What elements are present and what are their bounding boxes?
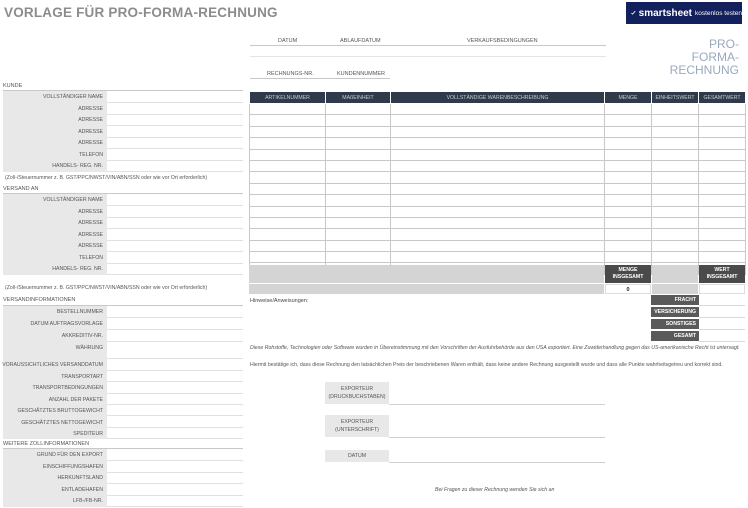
table-cell[interactable]	[699, 104, 746, 115]
table-cell[interactable]	[326, 229, 391, 240]
versand-input[interactable]	[107, 228, 243, 229]
big-title-line: PRO-	[709, 37, 739, 51]
footer-contact-text: Bei Fragen zu dieser Rechnung wenden Sie sich an	[435, 487, 555, 493]
table-cell[interactable]	[652, 252, 699, 263]
table-cell[interactable]	[699, 172, 746, 183]
gesamt-value[interactable]	[699, 331, 745, 342]
wert-insgesamt-value[interactable]	[699, 284, 745, 294]
kunde-label: TELEFON	[79, 151, 103, 158]
ablaufdatum-label: ABLAUFDATUM	[340, 38, 381, 44]
table-cell[interactable]	[605, 104, 652, 115]
table-row	[250, 252, 746, 263]
table-cell[interactable]	[250, 149, 326, 160]
zoll-heading: WEITERE ZOLLINFORMATIONEN	[3, 441, 90, 447]
zoll-label-column	[3, 449, 107, 507]
versand-label: HANDELS- REG. NR.	[52, 266, 103, 272]
fracht-value[interactable]	[699, 295, 745, 306]
versandinfo-label: TRANSPORTART	[61, 374, 103, 380]
table-cell[interactable]	[652, 149, 699, 160]
table-cell[interactable]	[699, 160, 746, 171]
table-cell[interactable]	[699, 126, 746, 137]
table-cell[interactable]	[699, 217, 746, 228]
versand-label: VOLLSTÄNDIGER NAME	[43, 197, 103, 203]
table-cell[interactable]	[605, 240, 652, 251]
kunde-note: (Zoll-/Steuernummer z. B. GST/PPC/NWST/VIN/ABN/SSN oder wie vor Ort erforderlich)	[5, 175, 208, 181]
versand-label: ADRESSE	[78, 231, 103, 238]
versand-label-column	[3, 194, 107, 275]
versand-label: ADRESSE	[78, 208, 103, 215]
totals-filler	[652, 284, 698, 294]
wert-insgesamt-label	[699, 265, 745, 283]
versandinfo-input[interactable]	[107, 393, 243, 394]
table-cell[interactable]	[250, 115, 326, 126]
table-cell[interactable]	[605, 149, 652, 160]
totals-filler	[652, 265, 698, 283]
datum-sign-label: DATUM	[325, 450, 389, 462]
table-cell[interactable]	[699, 183, 746, 194]
table-cell[interactable]	[326, 104, 391, 115]
table-cell[interactable]	[391, 252, 605, 263]
versand-input[interactable]	[107, 263, 243, 264]
table-cell[interactable]	[605, 206, 652, 217]
page-title: VORLAGE FÜR PRO-FORMA-RECHNUNG	[4, 5, 278, 20]
table-row	[250, 126, 746, 137]
table-cell[interactable]	[652, 172, 699, 183]
kunde-label: HANDELS- REG. NR.	[52, 163, 103, 169]
table-row	[250, 104, 746, 115]
document-type-title	[649, 38, 739, 77]
table-header-row	[250, 92, 746, 104]
table-cell[interactable]	[699, 240, 746, 251]
versandinfo-label: TRANSPORTBEDINGUNGEN	[32, 385, 103, 391]
table-cell[interactable]	[391, 172, 605, 183]
table-row	[250, 138, 746, 149]
table-cell[interactable]	[250, 195, 326, 206]
table-cell[interactable]	[605, 115, 652, 126]
kunde-label-column	[3, 91, 107, 172]
table-cell[interactable]	[699, 149, 746, 160]
table-cell[interactable]	[250, 183, 326, 194]
header-divider	[250, 45, 606, 46]
table-cell[interactable]	[391, 126, 605, 137]
table-cell[interactable]	[391, 240, 605, 251]
versand-label: ADRESSE	[78, 220, 103, 226]
exporteur-name-label	[325, 382, 389, 404]
smartsheet-logo[interactable]	[626, 2, 742, 24]
col-header-menge: MENGE	[605, 92, 652, 104]
zoll-input[interactable]	[107, 495, 243, 496]
export-statement: Diese Rohstoffe, Technologien oder Software wurden in Übereinstimmung mit den Vorschriften der Ausfuhrbehörde aus den USA exportiert. Eine Zuwiderhandlung gegen das US-amerikanische Recht ist untersagt.	[250, 345, 740, 351]
table-cell[interactable]	[326, 115, 391, 126]
table-row	[250, 229, 746, 240]
totals-filler	[249, 265, 604, 283]
table-cell[interactable]	[391, 104, 605, 115]
table-cell[interactable]	[391, 115, 605, 126]
table-row	[250, 240, 746, 251]
table-cell[interactable]	[652, 229, 699, 240]
logo-trial-link[interactable]: kostenlos testen	[695, 9, 742, 17]
table-row	[250, 160, 746, 171]
versandinfo-heading: VERSANDINFORMATIONEN	[3, 297, 76, 303]
table-cell[interactable]	[326, 183, 391, 194]
zoll-input[interactable]	[107, 483, 243, 484]
logo-brand: smartsheet	[638, 7, 693, 19]
versandinfo-input[interactable]	[107, 381, 243, 382]
versandinfo-input[interactable]	[107, 317, 243, 318]
table-cell[interactable]	[326, 252, 391, 263]
table-cell[interactable]	[250, 252, 326, 263]
certification-statement: Hiermit bestätige ich, dass diese Rechnung den tatsächlichen Preis der beschriebenen Waren enthält, dass keine andere Rechnung ausgestellt wurde und dass alle Punkte wahrheitsgetreu und korrekt sind.	[250, 362, 723, 368]
table-cell[interactable]	[250, 229, 326, 240]
table-row	[250, 172, 746, 183]
table-cell[interactable]	[250, 104, 326, 115]
table-row	[250, 149, 746, 160]
exporteur-signature-label-2: (UNTERSCHRIFT)	[335, 427, 379, 433]
zoll-label: LFB-/FB-NR.	[73, 498, 103, 504]
versandinfo-label: WÄHRUNG	[75, 344, 103, 351]
table-row	[250, 115, 746, 126]
table-cell[interactable]	[652, 206, 699, 217]
versandinfo-input[interactable]	[107, 370, 243, 371]
versandinfo-label: AKKREDITIV-NR.	[61, 332, 103, 339]
versand-input[interactable]	[107, 251, 243, 252]
menge-insgesamt-label	[605, 265, 651, 283]
table-cell[interactable]	[391, 206, 605, 217]
zoll-input[interactable]	[107, 460, 243, 461]
versandinfo-input[interactable]	[107, 341, 243, 342]
exporteur-signature-input[interactable]	[389, 437, 605, 438]
table-row	[250, 217, 746, 228]
versandinfo-label: BESTELLNUMMER	[56, 309, 103, 315]
table-cell[interactable]	[699, 229, 746, 240]
table-row	[250, 206, 746, 217]
kundennummer-label: KUNDENNUMMER	[337, 71, 385, 77]
zoll-input[interactable]	[107, 472, 243, 473]
zoll-label: EINSCHIFFUNGSHAFEN	[43, 463, 103, 470]
table-cell[interactable]	[326, 217, 391, 228]
kunde-heading: KUNDE	[3, 83, 23, 89]
kunde-input[interactable]	[107, 160, 243, 161]
items-table	[249, 91, 746, 275]
versandinfo-label: SPEDITEUR	[73, 431, 103, 437]
versand-label: TELEFON	[79, 254, 103, 261]
col-header-beschreibung: VOLLSTÄNDIGE WARENBESCHREIBUNG	[391, 92, 605, 104]
kunde-input[interactable]	[107, 137, 243, 138]
datum-label: DATUM	[278, 38, 298, 44]
table-cell[interactable]	[326, 206, 391, 217]
table-cell[interactable]	[652, 217, 699, 228]
table-cell[interactable]	[250, 240, 326, 251]
kunde-input[interactable]	[107, 171, 243, 172]
versandinfo-input[interactable]	[107, 358, 243, 359]
table-cell[interactable]	[250, 217, 326, 228]
table-cell[interactable]	[391, 217, 605, 228]
smartsheet-logo-icon	[631, 7, 636, 19]
exporteur-name-input[interactable]	[389, 404, 605, 405]
table-cell[interactable]	[326, 172, 391, 183]
fracht-label: FRACHT	[651, 295, 699, 305]
table-cell[interactable]	[605, 160, 652, 171]
table-cell[interactable]	[326, 149, 391, 160]
col-header-gesamtwert: GESAMTWERT	[699, 92, 746, 104]
table-row	[250, 195, 746, 206]
header-divider	[250, 78, 390, 79]
table-cell[interactable]	[250, 172, 326, 183]
table-cell[interactable]	[391, 183, 605, 194]
zoll-label: GRUND FÜR DEN EXPORT	[36, 452, 103, 458]
menge-insgesamt-value: 0	[605, 284, 651, 294]
table-cell[interactable]	[391, 160, 605, 171]
table-cell[interactable]	[652, 183, 699, 194]
table-cell[interactable]	[652, 104, 699, 115]
header-value-line[interactable]	[250, 56, 606, 57]
kunde-label: ADRESSE	[78, 105, 103, 112]
versicherung-label: VERSICHERUNG	[651, 307, 699, 317]
col-header-einheitswert: EINHEITSWERT	[652, 92, 699, 104]
table-row	[250, 183, 746, 194]
table-cell[interactable]	[652, 240, 699, 251]
table-cell[interactable]	[605, 183, 652, 194]
table-cell[interactable]	[250, 206, 326, 217]
table-cell[interactable]	[605, 126, 652, 137]
hinweise-input[interactable]	[250, 306, 648, 339]
table-cell[interactable]	[605, 195, 652, 206]
versandinfo-input[interactable]	[107, 427, 243, 428]
table-cell[interactable]	[605, 138, 652, 149]
kunde-label: ADRESSE	[78, 140, 103, 146]
table-cell[interactable]	[326, 240, 391, 251]
exporteur-signature-label	[325, 415, 389, 437]
exporteur-name-label-1: EXPORTEUR	[340, 386, 374, 392]
menge-insgesamt-text: MENGE INSGESAMT	[612, 267, 644, 280]
hinweise-label: Hinweise/Anweisungen:	[250, 298, 309, 304]
table-cell[interactable]	[250, 138, 326, 149]
table-cell[interactable]	[652, 115, 699, 126]
table-cell[interactable]	[652, 195, 699, 206]
wert-insgesamt-text: WERT INSGESAMT	[706, 267, 738, 280]
table-cell[interactable]	[250, 126, 326, 137]
versand-note: (Zoll-/Steuernummer z. B. GST/PPC/NWST/VIN/ABN/SSN oder wie vor Ort erforderlich)	[5, 285, 208, 291]
exporteur-signature-label-1: EXPORTEUR	[340, 419, 374, 425]
sonstiges-value[interactable]	[699, 319, 745, 330]
versandinfo-label: ANZAHL DER PAKETE	[48, 397, 103, 403]
datum-sign-input[interactable]	[389, 462, 605, 463]
zoll-label: ENTLADEHAFEN	[61, 486, 103, 493]
table-cell[interactable]	[652, 138, 699, 149]
kunde-input[interactable]	[107, 125, 243, 126]
table-cell[interactable]	[699, 195, 746, 206]
table-cell[interactable]	[605, 217, 652, 228]
table-cell[interactable]	[699, 252, 746, 263]
kunde-label: VOLLSTÄNDIGER NAME	[43, 94, 103, 100]
versandinfo-label: GESCHÄTZTES NETTOGEWICHT	[21, 419, 103, 426]
table-cell[interactable]	[326, 126, 391, 137]
table-cell[interactable]	[326, 138, 391, 149]
versand-label: ADRESSE	[78, 243, 103, 249]
kunde-label: ADRESSE	[78, 117, 103, 123]
table-cell[interactable]	[391, 229, 605, 240]
versandinfo-input[interactable]	[107, 329, 243, 330]
exporteur-name-label-2: (DRUCKBUCHSTABEN)	[328, 394, 386, 400]
table-cell[interactable]	[605, 172, 652, 183]
table-cell[interactable]	[391, 138, 605, 149]
table-cell[interactable]	[699, 138, 746, 149]
table-cell[interactable]	[250, 160, 326, 171]
zoll-label: HERKUNFTSLAND	[57, 475, 103, 481]
zoll-input[interactable]	[107, 506, 243, 507]
verkaufsbedingungen-label: VERKAUFSBEDINGUNGEN	[467, 38, 538, 44]
table-cell[interactable]	[326, 160, 391, 171]
table-cell[interactable]	[605, 229, 652, 240]
kunde-label: ADRESSE	[78, 128, 103, 135]
versand-input[interactable]	[107, 205, 243, 206]
table-cell[interactable]	[391, 195, 605, 206]
versand-heading: VERSAND AN	[3, 186, 39, 192]
versandinfo-label-column	[3, 306, 107, 439]
sonstiges-label: SONSTIGES	[651, 319, 699, 329]
versicherung-value[interactable]	[699, 307, 745, 318]
versandinfo-input[interactable]	[107, 415, 243, 416]
col-header-artikelnummer: ARTIKELNUMMER	[250, 92, 326, 104]
table-cell[interactable]	[652, 126, 699, 137]
versandinfo-input[interactable]	[107, 404, 243, 405]
kunde-input[interactable]	[107, 102, 243, 103]
table-cell[interactable]	[391, 149, 605, 160]
table-cell[interactable]	[699, 115, 746, 126]
table-cell[interactable]	[605, 252, 652, 263]
versand-input[interactable]	[107, 217, 243, 218]
versand-input[interactable]	[107, 240, 243, 241]
table-cell[interactable]	[699, 206, 746, 217]
rechnungsnr-label: RECHNUNGS-NR.	[267, 71, 314, 77]
big-title-line: RECHNUNG	[669, 63, 739, 77]
totals-filler	[249, 284, 604, 294]
big-title-line: FORMA-	[691, 50, 739, 64]
versandinfo-input[interactable]	[107, 438, 243, 439]
gesamt-label: GESAMT	[651, 331, 699, 341]
versandinfo-label: GESCHÄTZTES BRUTTOGEWICHT	[17, 408, 103, 414]
table-cell[interactable]	[326, 195, 391, 206]
versandinfo-label: VORAUSSICHTLICHES VERSANDDATUM	[2, 362, 103, 368]
table-cell[interactable]	[652, 160, 699, 171]
kunde-input[interactable]	[107, 148, 243, 149]
versandinfo-label: DATUM AUFTRAGSVORLAGE	[30, 320, 103, 327]
versand-input[interactable]	[107, 274, 243, 275]
kunde-input[interactable]	[107, 114, 243, 115]
col-header-masseinheit: MAßEINHEIT	[326, 92, 391, 104]
